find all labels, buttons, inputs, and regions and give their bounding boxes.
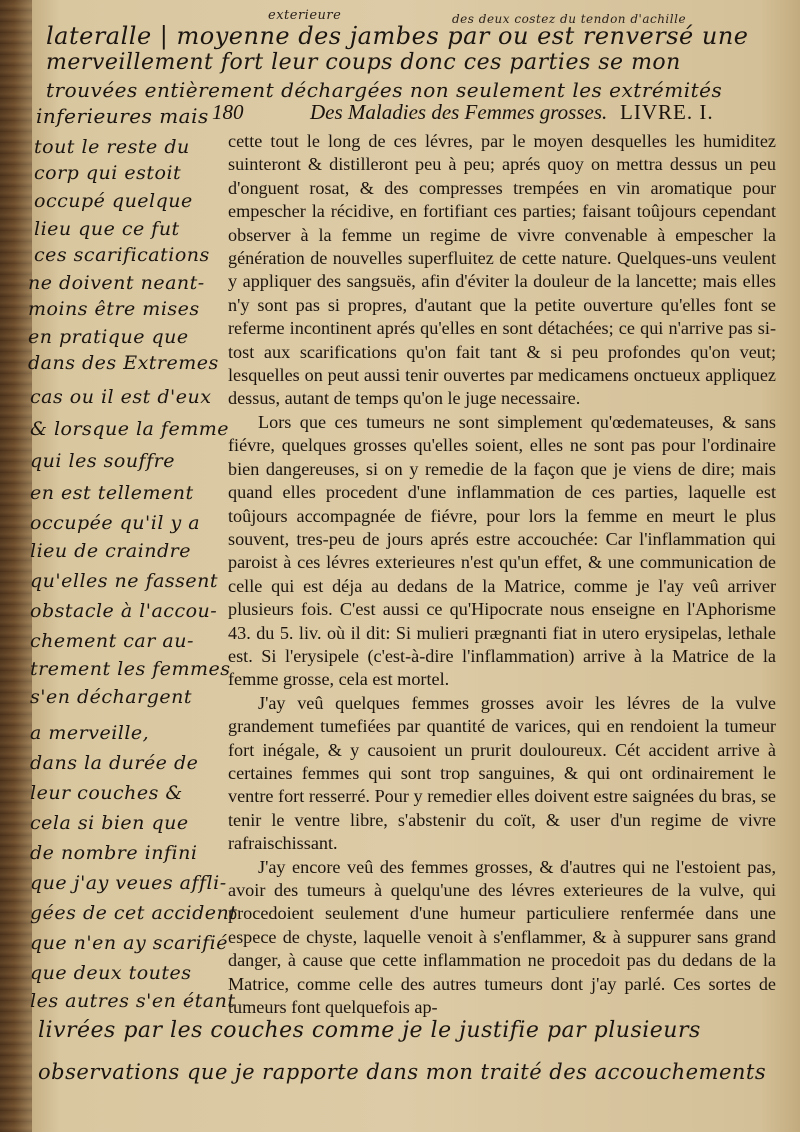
margin-note: que n'en ay scarifié [30, 932, 228, 954]
handwriting-line: trouvées entièrement déchargées non seulement les extrémités [46, 78, 723, 102]
handwriting-line: observations que je rapporte dans mon traité des accouchements [38, 1060, 767, 1084]
binding-edge [0, 0, 32, 1132]
margin-note: cela si bien que [30, 812, 189, 834]
margin-note: lieu que ce fut [34, 218, 180, 240]
margin-note: dans des Extremes [28, 352, 219, 374]
book-number: LIVRE. I. [620, 100, 714, 124]
paragraph: J'ay veû quelques femmes grosses avoir les lévres de la vulve grandement tumefiées par quantité de varices, qui en rendoient la tumeur fort inégale, & y causoient un prurit douloureux. Cét accident arrive à certaines femmes qui sont trop sanguines, & qui ont ordinairement le ventre fort resserré. Pour y remedier elles doivent estre saignées du bras, se tenir le ventre libre, s'abstenir du coït, & user d'un regime de vivre rafraischissant. [228, 692, 776, 854]
margin-note: que deux toutes [30, 962, 192, 984]
paragraph: J'ay encore veû des femmes grosses, & d'autres qui ne l'estoient pas, avoir des tumeurs à quelqu'une des lévres exterieures de la vulve, qui procedoient seulement d'une humeur particuliere renfermée dans une espece de chyste, laquelle venoit à s'enflammer, & à suppurer sans grand danger, à cause que cette inflammation ne procedoit pas du dedans de la Matrice, comme celle des autres tumeurs dont j'ay parlé. Ces sortes de tumeurs font quelquefois ap- [228, 856, 776, 1018]
margin-note: que j'ay veues affli- [30, 872, 227, 894]
margin-note: & lorsque la femme [30, 418, 229, 440]
margin-note: s'en déchargent [30, 686, 192, 708]
margin-note: qu'elles ne fassent [30, 570, 219, 592]
margin-note: occupée qu'il y a [30, 512, 201, 534]
margin-note: leur couches & [30, 782, 183, 804]
margin-note: chement car au- [30, 630, 194, 652]
margin-note: ces scarifications [34, 244, 210, 266]
running-title: Des Maladies des Femmes grosses. [310, 100, 608, 124]
margin-note: de nombre infini [30, 842, 198, 864]
margin-note: occupé quelque [34, 190, 193, 212]
margin-note: moins être mises [28, 298, 200, 320]
handwriting-interlinear: des deux costez du tendon d'achille [452, 12, 687, 26]
margin-note: a merveille, [30, 722, 150, 744]
printed-text [228, 130, 776, 1019]
paragraph: Lors que ces tumeurs ne sont simplement qu'œdemateuses, & sans fiévre, quelques grosses qu'elles soient, elles ne sont pas pour l'ordinaire bien dangereuses, si on y remedie de la façon que je viens de dire; mais quand elles procedent d'une inflammation de ces parties, laquelle est toûjours accompagnée de fiévre, pour lors la femme en meurt le plus souvent, tres-peu de jours aprés estre accouchée: Car l'inflammation qui paroist à ces lévres exterieures n'est qu'un effet, & une communication de celle qui est déja au dedans de la Matrice, comme je l'ay veû arriver plusieurs fois. C'est aussi ce qu'Hipocrate nous enseigne en l'Aphorisme 43. du 5. liv. où il dit: Si mulieri prægnanti fiat in utero erysipelas, lethale est. Si l'erysipele (c'est-à-dire l'inflammation) arrive à la Matrice de la femme grosse, cela est mortel. [228, 411, 776, 690]
margin-note: corp qui estoit [34, 162, 182, 184]
margin-note: dans la durée de [30, 752, 199, 774]
handwriting-line: livrées par les couches comme je le justifie par plusieurs [38, 1018, 701, 1043]
margin-note: cas ou il est d'eux [30, 386, 212, 408]
margin-note: gées de cet accident [30, 902, 238, 924]
margin-note: trement les femmes [30, 658, 231, 680]
paragraph: cette tout le long de ces lévres, par le moyen desquelles les humiditez suinteront & distilleront peu à peu; aprés quoy on mettra dessus un peu d'onguent rosat, & des compresses trempées en vin aromatique pour empescher la récidive, en fortifiant ces parties; faisant toûjours cependant observer à la femme un regime de vivre convenable à empescher la génération de nouvelles superfluitez de cette nature. Quelques-uns veulent y appliquer des sangsuës, afin d'éviter la douleur de la lancette; mais elles n'y sont pas si propres, d'autant que la petite ouverture qu'elles font se referme incontinent aprés qu'elles en sont détachées; ce qui n'arrive pas si-tost aux scarifications qu'on fait tant & si peu profondes qu'on veut; lesquelles on peut aussi tenir ouvertes par medicamens onctueux appliquez dessus, autant de temps qu'on le juge necessaire. [228, 131, 776, 409]
margin-note: les autres s'en étant [30, 990, 236, 1012]
margin-note: obstacle à l'accou- [30, 600, 218, 622]
handwriting-interlinear: exterieure [268, 8, 342, 23]
margin-note: tout le reste du [34, 136, 190, 158]
handwriting-line: merveillement fort leur coups donc ces parties se mon [46, 50, 681, 75]
page-number: 180 [212, 100, 244, 124]
margin-note: en pratique que [28, 326, 189, 348]
handwriting-line: lateralle | moyenne des jambes par ou est renversé une [46, 22, 749, 50]
margin-note: qui les souffre [30, 450, 175, 472]
margin-note: lieu de craindre [30, 540, 191, 562]
margin-note: en est tellement [30, 482, 194, 504]
handwriting-line: inferieures mais [36, 104, 209, 128]
margin-note: ne doivent neant- [28, 272, 205, 294]
